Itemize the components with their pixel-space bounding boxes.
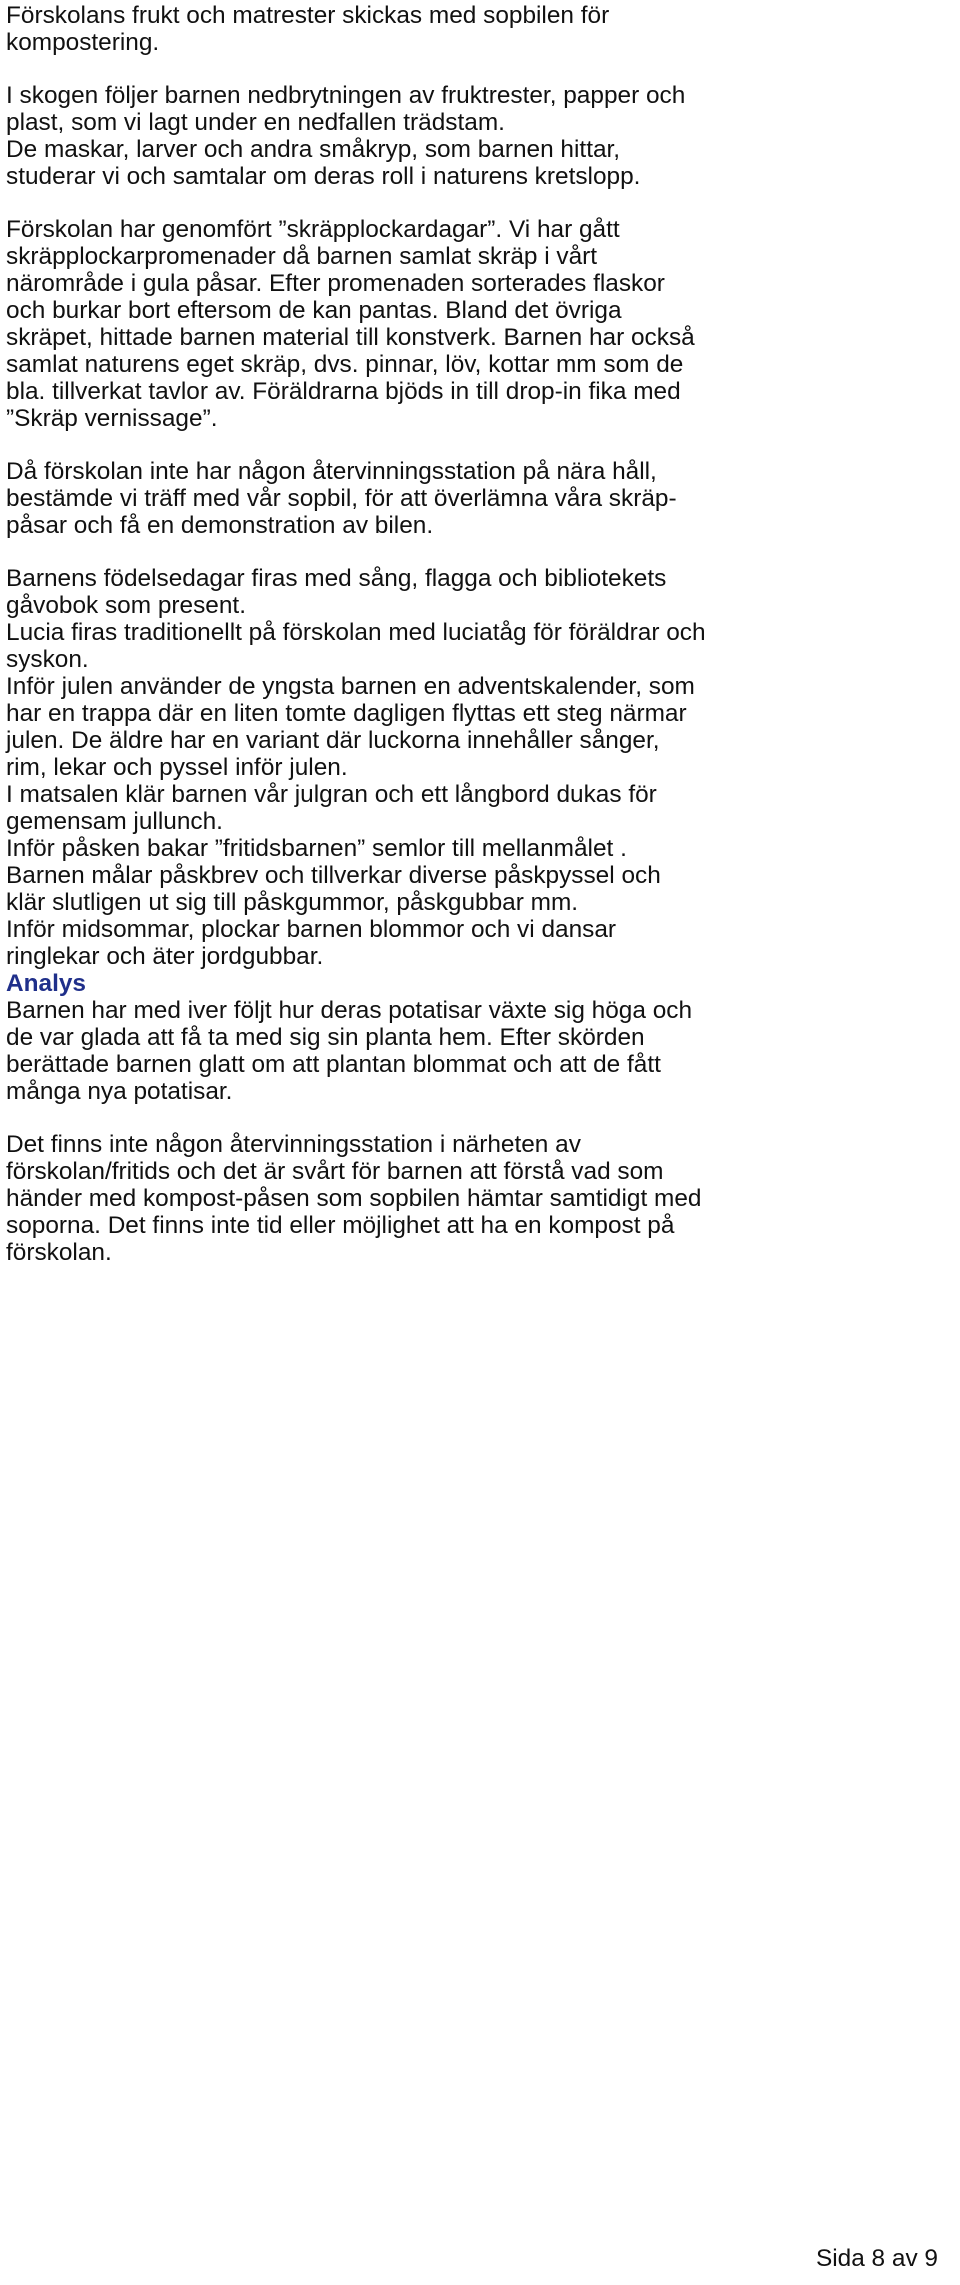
text-line: studerar vi och samtalar om deras roll i naturens kretslopp. — [6, 163, 641, 190]
text-line: och burkar bort eftersom de kan pantas. Bland det övriga — [6, 297, 622, 324]
paragraph-garbage-truck — [6, 458, 921, 539]
text-line: Barnen har med iver följt hur deras potatisar växte sig höga och — [6, 997, 693, 1024]
text-line: Inför julen använder de yngsta barnen en adventskalender, som — [6, 673, 695, 700]
text-line: syskon. — [6, 646, 89, 673]
text-line: närområde i gula påsar. Efter promenaden sorterades flaskor — [6, 270, 665, 297]
text-line: rim, lekar och pyssel inför julen. — [6, 754, 348, 781]
text-line: många nya potatisar. — [6, 1078, 233, 1105]
text-line: I matsalen klär barnen vår julgran och ett långbord dukas för — [6, 781, 657, 808]
text-line: Inför påsken bakar ”fritidsbarnen” semlor till mellanmålet . — [6, 835, 627, 862]
text-line: de var glada att få ta med sig sin planta hem. Efter skörden — [6, 1024, 645, 1051]
paragraph-traditions — [6, 565, 921, 970]
text-line: Förskolan har genomfört ”skräpplockardagar”. Vi har gått — [6, 216, 620, 243]
text-line: klär slutligen ut sig till påskgummor, påskgubbar mm. — [6, 889, 579, 916]
text-line: kompostering. — [6, 29, 160, 56]
paragraph-recycling-station — [6, 1131, 921, 1266]
paragraph-forest — [6, 82, 921, 190]
text-line: plast, som vi lagt under en nedfallen trädstam. — [6, 109, 505, 136]
text-line: Då förskolan inte har någon återvinningsstation på nära håll, — [6, 458, 657, 485]
analysis-heading: Analys — [6, 970, 86, 997]
analysis-section — [6, 970, 921, 1105]
text-line: julen. De äldre har en variant där luckorna innehåller sånger, — [6, 727, 660, 754]
text-line: har en trappa där en liten tomte dagligen flyttas ett steg närmar — [6, 700, 687, 727]
text-line: skräpplockarpromenader då barnen samlat skräp i vårt — [6, 243, 598, 270]
text-line: förskolan/fritids och det är svårt för barnen att förstå vad som — [6, 1158, 664, 1185]
text-line: påsar och få en demonstration av bilen. — [6, 512, 434, 539]
text-line: Barnen målar påskbrev och tillverkar diverse påskpyssel och — [6, 862, 661, 889]
paragraph-litter-days — [6, 216, 921, 432]
text-line: ringlekar och äter jordgubbar. — [6, 943, 324, 970]
text-line: bla. tillverkat tavlor av. Föräldrarna bjöds in till drop-in fika med — [6, 378, 681, 405]
text-line: Lucia firas traditionellt på förskolan med luciatåg för föräldrar och — [6, 619, 706, 646]
text-line: Det finns inte någon återvinningsstation i närheten av — [6, 1131, 581, 1158]
text-line: gemensam jullunch. — [6, 808, 223, 835]
text-line: ”Skräp vernissage”. — [6, 405, 218, 432]
text-line: händer med kompost-påsen som sopbilen hämtar samtidigt med — [6, 1185, 702, 1212]
text-line: förskolan. — [6, 1239, 112, 1266]
text-line: Inför midsommar, plockar barnen blommor och vi dansar — [6, 916, 617, 943]
text-line: Förskolans frukt och matrester skickas med sopbilen för — [6, 2, 610, 29]
text-line: I skogen följer barnen nedbrytningen av fruktrester, papper och — [6, 82, 686, 109]
page-content — [6, 2, 921, 1266]
text-line: De maskar, larver och andra småkryp, som barnen hittar, — [6, 136, 621, 163]
text-line: Barnens födelsedagar firas med sång, flagga och bibliotekets — [6, 565, 667, 592]
paragraph-compost — [6, 2, 921, 56]
page-number: Sida 8 av 9 — [815, 2245, 938, 2272]
text-line: gåvobok som present. — [6, 592, 246, 619]
text-line: soporna. Det finns inte tid eller möjlighet att ha en kompost på — [6, 1212, 675, 1239]
text-line: samlat naturens eget skräp, dvs. pinnar, löv, kottar mm som de — [6, 351, 684, 378]
text-line: berättade barnen glatt om att plantan blommat och att de fått — [6, 1051, 661, 1078]
text-line: skräpet, hittade barnen material till konstverk. Barnen har också — [6, 324, 695, 351]
text-line: bestämde vi träff med vår sopbil, för att överlämna våra skräp- — [6, 485, 677, 512]
